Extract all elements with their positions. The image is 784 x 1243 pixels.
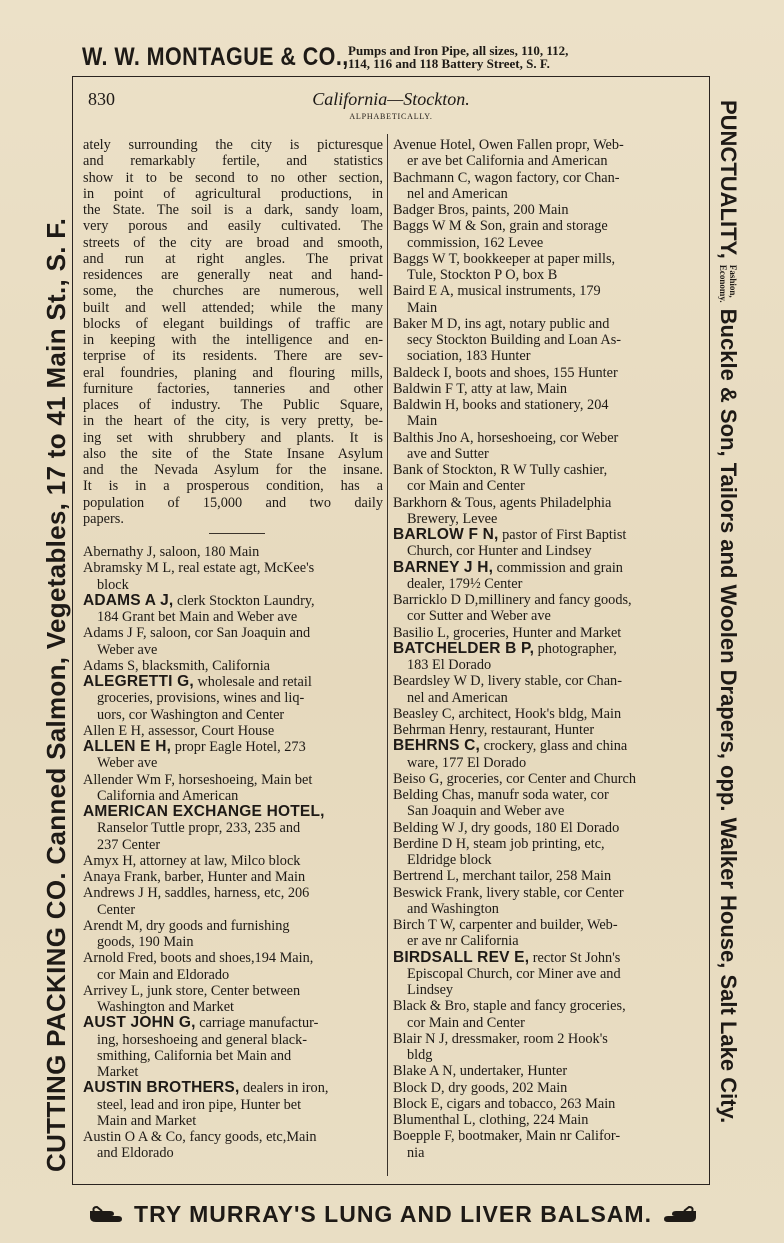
entry-bold-name: BEHRNS C,	[393, 737, 481, 755]
entry-continuation: cor Main and Center	[407, 478, 525, 495]
entry-text: Abernathy J, saloon, 180 Main	[83, 544, 260, 560]
entry-continuation: uors, cor Washington and Center	[97, 706, 285, 723]
description-line: also the site of the State Insane Asylum	[83, 445, 383, 462]
entry-continuation: Lindsey	[407, 982, 454, 998]
entry-text: commission and grain	[493, 559, 623, 576]
description-line: It is in a prosperous condition, has a	[83, 478, 383, 495]
directory-entry	[393, 1031, 695, 1047]
entry-continuation: Church, cor Hunter and Lindsey	[407, 543, 592, 560]
description-line: and remarkably fertile, and statistics	[83, 153, 383, 170]
description-line: ing set with shrubbery and plants. It is	[83, 429, 383, 446]
entry-continuation: ware, 177 El Dorado	[407, 754, 527, 771]
entry-text: wholesale and retail	[193, 674, 312, 690]
directory-entry	[83, 918, 383, 934]
entry-text: clerk Stockton Laundry,	[173, 592, 315, 609]
directory-entry	[393, 885, 695, 901]
entry-continuation: nel and American	[407, 689, 508, 706]
entry-text: Bertrend L, merchant tailor, 258 Main	[393, 868, 612, 885]
description-line: places of industry. The Public Square,	[83, 397, 383, 413]
entry-text: Baldeck I, boots and shoes, 155 Hunter	[393, 364, 618, 381]
pointing-hand-left-icon	[660, 1203, 698, 1225]
entry-continuation: Main	[407, 299, 438, 316]
entry-text: Adams S, blacksmith, California	[83, 657, 271, 674]
entry-text: Berdine D H, steam job printing, etc,	[393, 835, 605, 852]
description-line: blocks of elegant buildings of traffic are	[83, 315, 383, 332]
description-line: show it to be second to no other section,	[83, 169, 383, 186]
entry-bold-name: BARNEY J H,	[393, 558, 494, 576]
page-header	[84, 88, 698, 126]
entry-continuation: cor Main and Center	[407, 1014, 525, 1031]
left-margin-advertisement: CUTTING PACKING CO. Canned Salmon, Vegetables, 17 to 41 Main St., S. F.	[40, 217, 71, 1172]
bottom-advertisement	[78, 1194, 708, 1234]
directory-entry	[393, 592, 695, 608]
description-line: built and well attended; while the many	[83, 299, 383, 316]
entry-text: carriage manufactur-	[195, 1015, 319, 1032]
entry-text: Belding W J, dry goods, 180 El Dorado	[393, 819, 620, 836]
directory-entry	[83, 658, 383, 674]
entry-text: Arrivey L, junk store, Center between	[83, 982, 301, 999]
directory-entry	[393, 1128, 695, 1144]
directory-entry	[393, 170, 695, 186]
entry-continuation: er ave bet California and American	[407, 153, 608, 170]
entry-text: Baggs W M & Son, grain and storage	[393, 218, 608, 235]
entry-continuation: 183 El Dorado	[407, 657, 492, 673]
entry-continuation: commission, 162 Levee	[407, 234, 544, 251]
description-line: population of 15,000 and two daily	[83, 494, 383, 511]
entry-continuation: and Eldorado	[97, 1145, 174, 1162]
entry-continuation: nel and American	[407, 185, 508, 202]
directory-entry	[83, 674, 383, 690]
entry-text: Bachmann C, wagon factory, cor Chan-	[393, 169, 620, 186]
directory-entry	[393, 316, 695, 332]
entry-continuation: Washington and Market	[97, 999, 235, 1015]
directory-entry	[393, 1063, 695, 1079]
entry-continuation: cor Main and Eldorado	[97, 966, 230, 983]
directory-entry	[83, 885, 383, 901]
directory-entry	[393, 527, 695, 543]
description-line: very porous and easily cultivated. The	[83, 218, 383, 235]
directory-entry	[83, 560, 383, 576]
entry-bold-name: BIRDSALL REV E,	[393, 948, 530, 966]
directory-entry	[393, 738, 695, 754]
left-column	[83, 137, 383, 1162]
entry-continuation: Ranselor Tuttle propr, 233, 235 and	[97, 820, 301, 837]
description-line: ately surrounding the city is picturesque	[83, 137, 383, 153]
directory-entry	[83, 853, 383, 869]
directory-entry	[83, 1129, 383, 1145]
entry-text: Basilio L, groceries, Hunter and Market	[393, 624, 622, 641]
top-ad-detail	[348, 44, 568, 70]
top-ad-firm: W. W. MONTAGUE & CO.,	[82, 42, 349, 71]
directory-entry	[393, 787, 695, 803]
right-ad-small2: Economy.	[718, 264, 728, 303]
entry-continuation: nia	[407, 1144, 425, 1161]
entry-text: Baldwin H, books and stationery, 204	[393, 397, 609, 413]
entry-continuation: bldg	[407, 1047, 433, 1063]
directory-entry	[83, 1015, 383, 1031]
entry-text: Block D, dry goods, 202 Main	[393, 1079, 568, 1096]
description-line: in keeping with the intelligence and en-	[83, 332, 383, 348]
right-ad-rest: Buckle & Son, Tailors and Woolen Drapers, opp. Walker House, Salt Lake City.	[716, 308, 741, 1124]
directory-entry	[393, 771, 695, 787]
directory-entry	[393, 495, 695, 511]
page-subtitle: ALPHABETICALLY.	[349, 112, 433, 121]
directory-entry	[393, 1096, 695, 1112]
entry-text: Adams J F, saloon, cor San Joaquin and	[83, 625, 311, 642]
entry-text: Austin O A & Co, fancy goods, etc,Main	[83, 1129, 317, 1145]
entry-text: Beswick Frank, livery stable, cor Center	[393, 884, 624, 901]
entry-text: Barricklo D D,millinery and fancy goods,	[393, 592, 632, 608]
directory-entry	[83, 869, 383, 885]
directory-entry	[83, 950, 383, 966]
directory-entry	[83, 739, 383, 755]
entry-text: Andrews J H, saddles, harness, etc, 206	[83, 885, 310, 902]
entry-text: Blair N J, dressmaker, room 2 Hook's	[393, 1030, 608, 1047]
right-ad-small-text	[718, 265, 738, 303]
entry-continuation: Brewery, Levee	[407, 510, 498, 527]
directory-entry	[393, 836, 695, 852]
entry-continuation: and Washington	[407, 900, 499, 917]
entry-continuation: Main	[407, 413, 438, 430]
directory-entry	[83, 983, 383, 999]
directory-entry	[83, 625, 383, 641]
pointing-hand-right-icon	[88, 1203, 126, 1225]
directory-entry	[83, 804, 383, 820]
entry-continuation: Main and Market	[97, 1112, 197, 1129]
entry-text: Blake A N, undertaker, Hunter	[393, 1063, 568, 1080]
entry-text: Barkhorn & Tous, agents Philadelphia	[393, 494, 612, 511]
directory-entry	[393, 1112, 695, 1128]
entry-text: Avenue Hotel, Owen Fallen propr, Web-	[393, 137, 624, 153]
entry-text: rector St John's	[529, 949, 621, 966]
entry-continuation: 184 Grant bet Main and Weber ave	[97, 609, 298, 625]
right-margin-advertisement	[710, 100, 746, 1175]
entry-text: Bank of Stockton, R W Tully cashier,	[393, 462, 608, 478]
entry-continuation: block	[97, 576, 129, 593]
entry-text: Anaya Frank, barber, Hunter and Main	[83, 869, 306, 885]
directory-entry	[393, 560, 695, 576]
right-ad-punctuality: PUNCTUALITY,	[716, 100, 741, 259]
entry-continuation: er ave nr California	[407, 933, 519, 950]
directory-entry	[393, 820, 695, 836]
top-ad-detail-line2: 114, 116 and 118 Battery Street, S. F.	[348, 56, 550, 71]
directory-entry	[393, 430, 695, 446]
entry-text: Allender Wm F, horseshoeing, Main bet	[83, 771, 313, 788]
entry-continuation: groceries, provisions, wines and liq-	[97, 690, 305, 707]
entry-text: crockery, glass and china	[480, 738, 628, 755]
description-line: streets of the city are broad and smooth,	[83, 234, 383, 251]
column-divider	[387, 134, 388, 1176]
entry-text: pastor of First Baptist	[498, 527, 627, 543]
right-ad-small1: Fashion,	[728, 264, 738, 298]
directory-entry	[393, 137, 695, 153]
directory-entry	[393, 673, 695, 689]
directory-entry	[393, 950, 695, 966]
directory-entry	[393, 202, 695, 218]
entry-text: Baker M D, ins agt, notary public and	[393, 315, 610, 332]
entry-text: Abramsky M L, real estate agt, McKee's	[83, 560, 315, 577]
entry-continuation: Tule, Stockton P O, box B	[407, 267, 558, 283]
entry-text: propr Eagle Hotel, 273	[171, 739, 306, 755]
entry-text: Balthis Jno A, horseshoeing, cor Weber	[393, 429, 619, 446]
entry-text: Birch T W, carpenter and builder, Web-	[393, 917, 618, 933]
directory-entry	[393, 868, 695, 884]
directory-entry	[393, 722, 695, 738]
directory-entry	[83, 1080, 383, 1096]
entry-text: Block E, cigars and tobacco, 263 Main	[393, 1095, 616, 1112]
description-line: in the heart of the city, is very pretty, be-	[83, 413, 383, 430]
entry-bold-name: ADAMS A J,	[83, 591, 174, 609]
entry-bold-name: BATCHELDER B P,	[393, 639, 535, 657]
description-line: in point of agricultural productions, in	[83, 185, 383, 202]
entry-text: Beardsley W D, livery stable, cor Chan-	[393, 673, 622, 690]
entry-continuation: dealer, 179½ Center	[407, 575, 523, 592]
directory-entry	[393, 365, 695, 381]
left-directory-list	[83, 544, 383, 1162]
description-line: papers.	[83, 510, 124, 527]
entry-continuation: ave and Sutter	[407, 445, 489, 462]
description-line: furniture factories, tanneries and other	[83, 380, 383, 397]
entry-text: dealers in iron,	[239, 1080, 329, 1097]
directory-entry	[83, 723, 383, 739]
entry-bold-name: AUST JOHN G,	[83, 1014, 196, 1032]
entry-continuation: Center	[97, 901, 136, 918]
description-line: terprise of its residents. There are sev-	[83, 348, 383, 365]
section-divider	[209, 533, 265, 534]
entry-text: Blumenthal L, clothing, 224 Main	[393, 1112, 589, 1128]
entry-continuation: Market	[97, 1064, 139, 1080]
entry-text: Baggs W T, bookkeeper at paper mills,	[393, 250, 616, 267]
entry-bold-name: BARLOW F N,	[393, 526, 499, 543]
entry-text: Belding Chas, manufr soda water, cor	[393, 787, 609, 803]
entry-continuation: Weber ave	[97, 641, 158, 658]
directory-entry	[393, 641, 695, 657]
bottom-ad-text: TRY MURRAY'S LUNG AND LIVER BALSAM.	[134, 1200, 652, 1227]
entry-continuation: San Joaquin and Weber ave	[407, 803, 565, 820]
page-number: 830	[88, 89, 115, 109]
page-title: California—Stockton.	[312, 89, 470, 109]
entry-text: Arendt M, dry goods and furnishing	[83, 917, 290, 934]
directory-entry	[393, 1080, 695, 1096]
entry-continuation: steel, lead and iron pipe, Hunter bet	[97, 1096, 302, 1113]
entry-continuation: California and American	[97, 787, 239, 804]
entry-text: Baldwin F T, atty at law, Main	[393, 380, 568, 397]
entry-text: Behrman Henry, restaurant, Hunter	[393, 722, 595, 738]
entry-text: Arnold Fred, boots and shoes,194 Main,	[83, 950, 314, 967]
top-advertisement	[82, 40, 712, 74]
directory-entry	[393, 381, 695, 397]
stockton-description	[83, 137, 383, 527]
entry-text: Amyx H, attorney at law, Milco block	[83, 852, 301, 869]
entry-text: Beasley C, architect, Hook's bldg, Main	[393, 705, 622, 722]
directory-entry	[393, 625, 695, 641]
entry-continuation: 237 Center	[97, 836, 161, 853]
entry-text: photographer,	[534, 640, 617, 657]
directory-entry	[393, 397, 695, 413]
directory-entry	[83, 544, 383, 560]
entry-bold-name: ALLEN E H,	[83, 738, 172, 755]
description-line: and the Nevada Asylum for the insane.	[83, 462, 383, 478]
entry-bold-name: ALEGRETTI G,	[83, 673, 194, 690]
directory-entry	[393, 917, 695, 933]
entry-continuation: Weber ave	[97, 755, 158, 772]
entry-continuation: ing, horseshoeing and general black-	[97, 1031, 308, 1048]
directory-entry	[393, 462, 695, 478]
directory-entry	[393, 283, 695, 299]
directory-entry	[83, 593, 383, 609]
entry-text: Beiso G, groceries, cor Center and Church	[393, 770, 636, 787]
right-directory-list	[393, 137, 695, 1161]
directory-entry	[393, 218, 695, 234]
description-line: the State. The soil is a dark, sandy loam,	[83, 202, 383, 218]
description-line: some, the churches are numerous, well	[83, 283, 383, 300]
entry-continuation: cor Sutter and Weber ave	[407, 608, 551, 625]
entry-continuation: Eldridge block	[407, 852, 492, 868]
entry-bold-name: AMERICAN EXCHANGE HOTEL,	[83, 803, 325, 820]
description-line: and run at right angles. The privat	[83, 250, 383, 267]
directory-entry	[393, 251, 695, 267]
entry-continuation: Episcopal Church, cor Miner ave and	[407, 965, 621, 982]
directory-entry	[83, 772, 383, 788]
entry-text: Boepple F, bootmaker, Main nr Califor-	[393, 1128, 621, 1145]
entry-text: Black & Bro, staple and fancy groceries,	[393, 998, 626, 1015]
description-line: residences are generally neat and hand-	[83, 267, 383, 283]
entry-continuation: secy Stockton Building and Loan As-	[407, 332, 622, 348]
entry-continuation: smithing, California bet Main and	[97, 1047, 292, 1064]
top-ad-detail-line1: Pumps and Iron Pipe, all sizes, 110, 112,	[348, 43, 569, 58]
right-column	[393, 137, 695, 1161]
entry-continuation: sociation, 183 Hunter	[407, 348, 531, 365]
entry-continuation: goods, 190 Main	[97, 934, 194, 950]
entry-text: Badger Bros, paints, 200 Main	[393, 202, 569, 218]
directory-entry	[393, 706, 695, 722]
entry-bold-name: AUSTIN BROTHERS,	[83, 1079, 240, 1097]
entry-text: Baird E A, musical instruments, 179	[393, 283, 601, 300]
description-line: eral foundries, planing and flouring mills,	[83, 364, 383, 381]
directory-entry	[393, 998, 695, 1014]
entry-text: Allen E H, assessor, Court House	[83, 722, 275, 739]
